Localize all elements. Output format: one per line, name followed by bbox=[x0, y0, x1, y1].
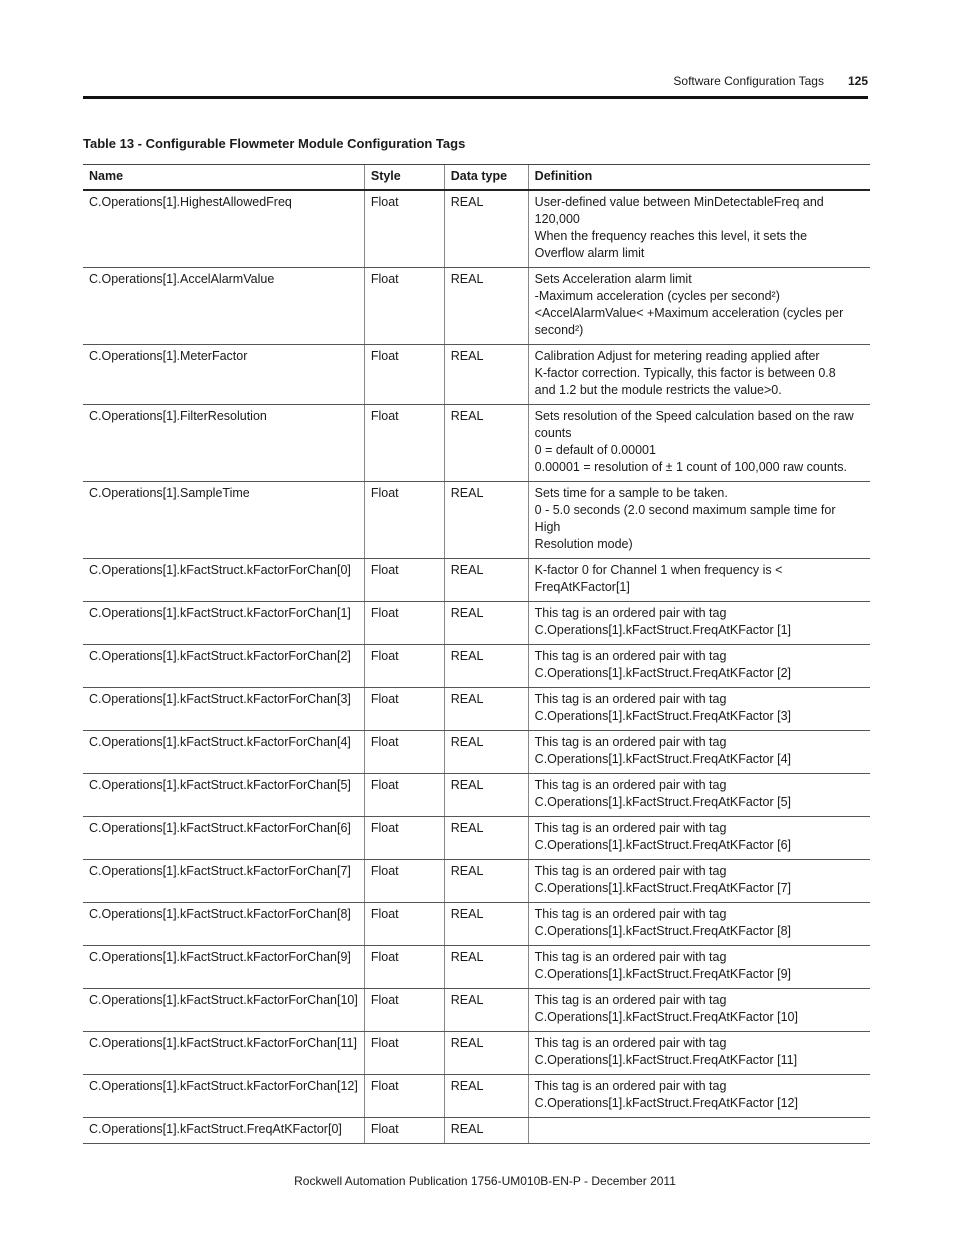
cell-data-type: REAL bbox=[444, 817, 528, 860]
cell-definition bbox=[528, 645, 870, 688]
definition-line: Resolution mode) bbox=[534, 537, 633, 551]
cell-definition bbox=[528, 946, 870, 989]
definition-line: counts bbox=[534, 426, 572, 440]
table-row bbox=[83, 1032, 870, 1075]
cell-definition bbox=[528, 860, 870, 903]
cell-style: Float bbox=[364, 345, 444, 405]
definition-line: and 1.2 but the module restricts the value>0. bbox=[534, 383, 782, 397]
cell-data-type: REAL bbox=[444, 645, 528, 688]
definition-line: second²) bbox=[534, 323, 584, 337]
table-row bbox=[83, 345, 870, 405]
column-header-style: Style bbox=[364, 165, 444, 191]
column-header-name: Name bbox=[83, 165, 364, 191]
cell-style: Float bbox=[364, 774, 444, 817]
cell-definition bbox=[528, 817, 870, 860]
definition-line: 120,000 bbox=[534, 212, 580, 226]
definition-line: This tag is an ordered pair with tag bbox=[534, 907, 727, 921]
cell-name: C.Operations[1].kFactStruct.kFactorForChan[7] bbox=[83, 860, 364, 903]
cell-definition bbox=[528, 774, 870, 817]
cell-data-type: REAL bbox=[444, 774, 528, 817]
definition-line: C.Operations[1].kFactStruct.FreqAtKFactor [10] bbox=[534, 1010, 798, 1024]
definition-line: Sets time for a sample to be taken. bbox=[534, 486, 728, 500]
cell-name: C.Operations[1].FilterResolution bbox=[83, 405, 364, 482]
definition-line: C.Operations[1].kFactStruct.FreqAtKFactor [5] bbox=[534, 795, 792, 809]
cell-data-type: REAL bbox=[444, 482, 528, 559]
table-row bbox=[83, 860, 870, 903]
definition-line: 0.00001 = resolution of ± 1 count of 100,000 raw counts. bbox=[534, 460, 847, 474]
column-header-data-type: Data type bbox=[444, 165, 528, 191]
cell-style: Float bbox=[364, 1032, 444, 1075]
section-title: Software Configuration Tags bbox=[673, 74, 824, 88]
definition-line: C.Operations[1].kFactStruct.FreqAtKFactor [4] bbox=[534, 752, 792, 766]
definition-line: FreqAtKFactor[1] bbox=[534, 580, 630, 594]
cell-name: C.Operations[1].AccelAlarmValue bbox=[83, 268, 364, 345]
cell-data-type: REAL bbox=[444, 860, 528, 903]
table-row bbox=[83, 989, 870, 1032]
definition-line: This tag is an ordered pair with tag bbox=[534, 735, 727, 749]
cell-style: Float bbox=[364, 1075, 444, 1118]
table-row bbox=[83, 903, 870, 946]
definition-line: C.Operations[1].kFactStruct.FreqAtKFactor [1] bbox=[534, 623, 792, 637]
cell-name: C.Operations[1].kFactStruct.kFactorForChan[8] bbox=[83, 903, 364, 946]
cell-data-type: REAL bbox=[444, 190, 528, 268]
cell-definition bbox=[528, 1075, 870, 1118]
cell-definition bbox=[528, 1032, 870, 1075]
cell-name: C.Operations[1].kFactStruct.kFactorForChan[2] bbox=[83, 645, 364, 688]
cell-style: Float bbox=[364, 559, 444, 602]
definition-line: K-factor correction. Typically, this factor is between 0.8 bbox=[534, 366, 836, 380]
cell-style: Float bbox=[364, 860, 444, 903]
cell-definition bbox=[528, 405, 870, 482]
cell-name: C.Operations[1].kFactStruct.FreqAtKFactor[0] bbox=[83, 1118, 364, 1144]
cell-data-type: REAL bbox=[444, 1032, 528, 1075]
table-row bbox=[83, 268, 870, 345]
table-row bbox=[83, 774, 870, 817]
definition-line: Calibration Adjust for metering reading applied after bbox=[534, 349, 820, 363]
cell-data-type: REAL bbox=[444, 1075, 528, 1118]
column-header-definition: Definition bbox=[528, 165, 870, 191]
definition-line: This tag is an ordered pair with tag bbox=[534, 950, 727, 964]
cell-style: Float bbox=[364, 482, 444, 559]
cell-data-type: REAL bbox=[444, 688, 528, 731]
cell-style: Float bbox=[364, 1118, 444, 1144]
table-row bbox=[83, 688, 870, 731]
cell-name: C.Operations[1].kFactStruct.kFactorForChan[10] bbox=[83, 989, 364, 1032]
definition-line: This tag is an ordered pair with tag bbox=[534, 1036, 727, 1050]
cell-name: C.Operations[1].SampleTime bbox=[83, 482, 364, 559]
definition-line: This tag is an ordered pair with tag bbox=[534, 864, 727, 878]
definition-line: This tag is an ordered pair with tag bbox=[534, 1079, 727, 1093]
definition-line: C.Operations[1].kFactStruct.FreqAtKFactor [11] bbox=[534, 1053, 798, 1067]
cell-data-type: REAL bbox=[444, 602, 528, 645]
definition-line: 0 = default of 0.00001 bbox=[534, 443, 656, 457]
cell-name: C.Operations[1].kFactStruct.kFactorForChan[6] bbox=[83, 817, 364, 860]
cell-style: Float bbox=[364, 903, 444, 946]
cell-style: Float bbox=[364, 989, 444, 1032]
definition-line: C.Operations[1].kFactStruct.FreqAtKFactor [7] bbox=[534, 881, 792, 895]
cell-style: Float bbox=[364, 946, 444, 989]
cell-style: Float bbox=[364, 645, 444, 688]
cell-data-type: REAL bbox=[444, 989, 528, 1032]
definition-line: This tag is an ordered pair with tag bbox=[534, 821, 727, 835]
definition-line: -Maximum acceleration (cycles per second²) bbox=[534, 289, 780, 303]
cell-data-type: REAL bbox=[444, 345, 528, 405]
cell-data-type: REAL bbox=[444, 268, 528, 345]
cell-name: C.Operations[1].kFactStruct.kFactorForChan[4] bbox=[83, 731, 364, 774]
cell-name: C.Operations[1].MeterFactor bbox=[83, 345, 364, 405]
cell-style: Float bbox=[364, 405, 444, 482]
cell-definition bbox=[528, 1118, 870, 1144]
definition-line: 0 - 5.0 seconds (2.0 second maximum sample time for High bbox=[534, 503, 836, 534]
table-row bbox=[83, 817, 870, 860]
definition-line: Sets Acceleration alarm limit bbox=[534, 272, 692, 286]
cell-data-type: REAL bbox=[444, 946, 528, 989]
cell-definition bbox=[528, 903, 870, 946]
table-row bbox=[83, 559, 870, 602]
table-row bbox=[83, 645, 870, 688]
definition-line: This tag is an ordered pair with tag bbox=[534, 606, 727, 620]
cell-data-type: REAL bbox=[444, 1118, 528, 1144]
table-row bbox=[83, 190, 870, 268]
cell-style: Float bbox=[364, 688, 444, 731]
cell-definition bbox=[528, 482, 870, 559]
table-title: Table 13 - Configurable Flowmeter Module Configuration Tags bbox=[83, 136, 466, 151]
definition-line: Overflow alarm limit bbox=[534, 246, 645, 260]
cell-definition bbox=[528, 190, 870, 268]
cell-data-type: REAL bbox=[444, 559, 528, 602]
cell-data-type: REAL bbox=[444, 731, 528, 774]
cell-style: Float bbox=[364, 190, 444, 268]
cell-data-type: REAL bbox=[444, 405, 528, 482]
definition-line: C.Operations[1].kFactStruct.FreqAtKFactor [3] bbox=[534, 709, 792, 723]
cell-definition bbox=[528, 345, 870, 405]
definition-line: C.Operations[1].kFactStruct.FreqAtKFactor [9] bbox=[534, 967, 792, 981]
table-row bbox=[83, 1075, 870, 1118]
cell-name: C.Operations[1].kFactStruct.kFactorForChan[9] bbox=[83, 946, 364, 989]
cell-name: C.Operations[1].kFactStruct.kFactorForChan[5] bbox=[83, 774, 364, 817]
definition-line: C.Operations[1].kFactStruct.FreqAtKFactor [2] bbox=[534, 666, 792, 680]
cell-name: C.Operations[1].kFactStruct.kFactorForChan[11] bbox=[83, 1032, 364, 1075]
page-number: 125 bbox=[847, 74, 868, 88]
cell-style: Float bbox=[364, 268, 444, 345]
definition-line: This tag is an ordered pair with tag bbox=[534, 778, 727, 792]
table-row bbox=[83, 946, 870, 989]
table-row bbox=[83, 1118, 870, 1144]
definition-line: This tag is an ordered pair with tag bbox=[534, 692, 727, 706]
table-row bbox=[83, 602, 870, 645]
cell-name: C.Operations[1].HighestAllowedFreq bbox=[83, 190, 364, 268]
publication-footer: Rockwell Automation Publication 1756-UM010B-EN-P - December 2011 bbox=[294, 1174, 676, 1188]
definition-line: This tag is an ordered pair with tag bbox=[534, 993, 727, 1007]
cell-data-type: REAL bbox=[444, 903, 528, 946]
cell-definition bbox=[528, 602, 870, 645]
cell-definition bbox=[528, 989, 870, 1032]
cell-style: Float bbox=[364, 817, 444, 860]
cell-definition bbox=[528, 688, 870, 731]
cell-name: C.Operations[1].kFactStruct.kFactorForChan[1] bbox=[83, 602, 364, 645]
table-header-row bbox=[83, 165, 870, 191]
table-row bbox=[83, 482, 870, 559]
cell-definition bbox=[528, 268, 870, 345]
cell-style: Float bbox=[364, 602, 444, 645]
definition-line: This tag is an ordered pair with tag bbox=[534, 649, 727, 663]
definition-line: C.Operations[1].kFactStruct.FreqAtKFactor [12] bbox=[534, 1096, 798, 1110]
cell-name: C.Operations[1].kFactStruct.kFactorForChan[12] bbox=[83, 1075, 364, 1118]
cell-name: C.Operations[1].kFactStruct.kFactorForChan[3] bbox=[83, 688, 364, 731]
config-tags-table bbox=[83, 164, 870, 1144]
definition-line: Sets resolution of the Speed calculation based on the raw bbox=[534, 409, 854, 423]
definition-line: <AccelAlarmValue< +Maximum acceleration (cycles per bbox=[534, 306, 844, 320]
cell-style: Float bbox=[364, 731, 444, 774]
definition-line: C.Operations[1].kFactStruct.FreqAtKFactor [6] bbox=[534, 838, 792, 852]
cell-definition bbox=[528, 559, 870, 602]
cell-definition bbox=[528, 731, 870, 774]
running-header bbox=[673, 74, 868, 88]
definition-line: K-factor 0 for Channel 1 when frequency is < bbox=[534, 563, 783, 577]
table-row bbox=[83, 405, 870, 482]
table-body bbox=[83, 190, 870, 1144]
table-row bbox=[83, 731, 870, 774]
definition-line: User-defined value between MinDetectableFreq and bbox=[534, 195, 824, 209]
header-rule bbox=[83, 96, 868, 99]
cell-name: C.Operations[1].kFactStruct.kFactorForChan[0] bbox=[83, 559, 364, 602]
definition-line: C.Operations[1].kFactStruct.FreqAtKFactor [8] bbox=[534, 924, 792, 938]
definition-line: When the frequency reaches this level, it sets the bbox=[534, 229, 808, 243]
